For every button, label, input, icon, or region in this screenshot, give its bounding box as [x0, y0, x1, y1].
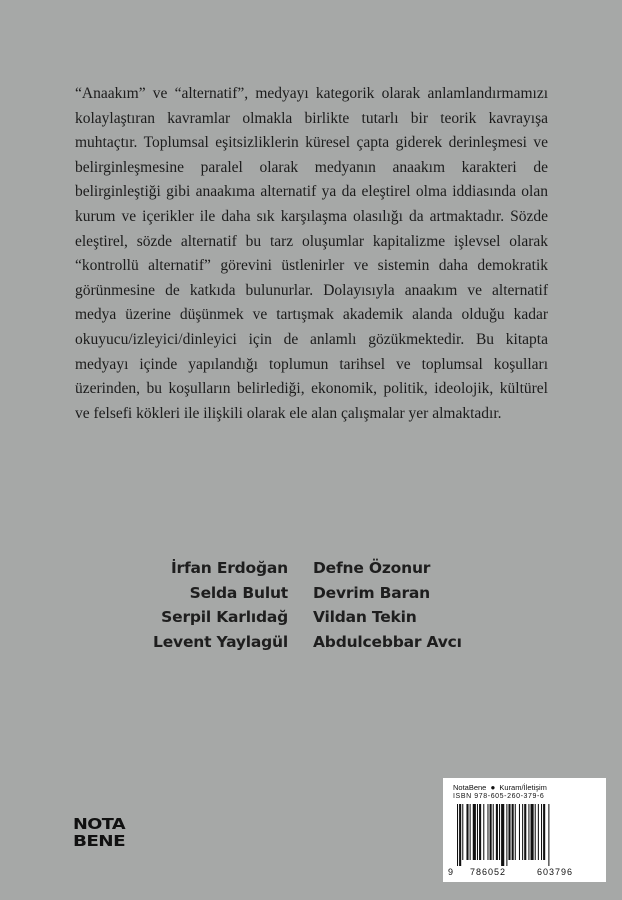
barcode-bar	[522, 804, 523, 860]
logo-line-bottom: BENE	[73, 832, 126, 848]
barcode-bar	[512, 804, 514, 860]
barcode-bar	[508, 804, 510, 860]
isbn-label: ISBN 978-605-260-379-6	[453, 793, 545, 800]
barcode-bar	[499, 804, 500, 860]
barcode-bar	[459, 804, 461, 866]
barcode-bar	[548, 804, 549, 866]
barcode-bar	[479, 804, 481, 860]
barcode-bar	[490, 804, 492, 860]
author-name: Vildan Tekin	[313, 608, 417, 626]
barcode-bar	[483, 804, 484, 860]
barcode-digits-left: 786052	[470, 867, 507, 877]
notabene-logo	[72, 814, 126, 848]
barcode-header	[453, 783, 547, 792]
barcode-bar	[543, 804, 545, 860]
author-name: Selda Bulut	[189, 583, 288, 602]
barcode-digits-right: 603796	[537, 867, 574, 877]
publisher-name: NotaBene	[453, 783, 487, 792]
barcode-bar	[531, 804, 534, 860]
barcode-bar	[501, 804, 504, 866]
barcode-box	[443, 778, 606, 882]
author-name: Levent Yaylagül	[153, 632, 288, 651]
barcode-bar	[466, 804, 468, 860]
author-name: Devrim Baran	[313, 583, 430, 602]
author-name: Serpil Karlıdağ	[161, 608, 288, 626]
author-name: Abdulcebbar Avcı	[313, 632, 462, 651]
barcode-bar	[496, 804, 498, 860]
barcode-bar	[473, 804, 476, 860]
back-cover-blurb: “Anaakım” ve “alternatif”, medyayı kategorik olarak anlamlandırmamızı kolaylaştıran kavramlar olmakla birlikte tutarlı bir teorik kavrayışa muhtaçtır. Toplumsal eşitsizliklerin küresel çapta giderek derinleşmesi ve belirginleşmesine paralel olarak medyanın anaakım karakteri de belirginleştiği gibi anaakıma alternatif ya da eleştirel olma iddiasında olan kurum ve içerikler ile daha sık karşılaşma olasılığı da artmaktadır. Sözde eleştirel, sözde alternatif bu tarz oluşumlar kapitalizme işlevsel olarak “kontrollü alternatif” görevini üstlenirler ve sistemin daha demokratik görünmesine de katkıda bulunurlar. Dolayısıyla anaakım ve alternatif medya üzerine düşünmek ve tartışmak akademik alanda olduğu kadar okuyucu/izleyici/dinleyici için de anlamlı gözükmektedir. Bu kitapta medyayı içinde yapılandığı toplumun tarihsel ve toplumsal koşulları üzerinden, bu koşulların belirlediği, ekonomik, politik, ideolojik, kültürel ve felsefi kökleri ile ilişkili olarak ele alan çalışmalar yer almaktadır.	[75, 85, 548, 422]
barcode-bar	[462, 804, 463, 860]
barcode-bar	[487, 804, 488, 860]
author-name: Defne Özonur	[313, 559, 431, 577]
barcode-bar	[519, 804, 520, 860]
book-category: Kuram/İletişim	[499, 783, 547, 792]
barcode-bar	[538, 804, 539, 860]
barcode-lead-digit: 9	[448, 867, 455, 877]
bullet-icon: ●	[490, 783, 496, 792]
barcode-bar	[524, 804, 526, 860]
author-name: İrfan Erdoğan	[170, 559, 288, 577]
barcode-bar	[528, 804, 529, 860]
barcode-bar	[493, 804, 494, 860]
barcode-bar	[541, 804, 542, 860]
barcode-icon	[457, 804, 597, 866]
barcode-bar	[470, 804, 471, 860]
logo-line-top: NOTA	[73, 815, 126, 833]
author-column-right	[313, 556, 462, 654]
barcode-bar	[515, 804, 516, 860]
author-column-left	[153, 556, 288, 654]
barcode-bar	[477, 804, 478, 860]
barcode-bar	[535, 804, 536, 860]
barcode-bar	[506, 804, 507, 866]
barcode-bar	[457, 804, 458, 866]
